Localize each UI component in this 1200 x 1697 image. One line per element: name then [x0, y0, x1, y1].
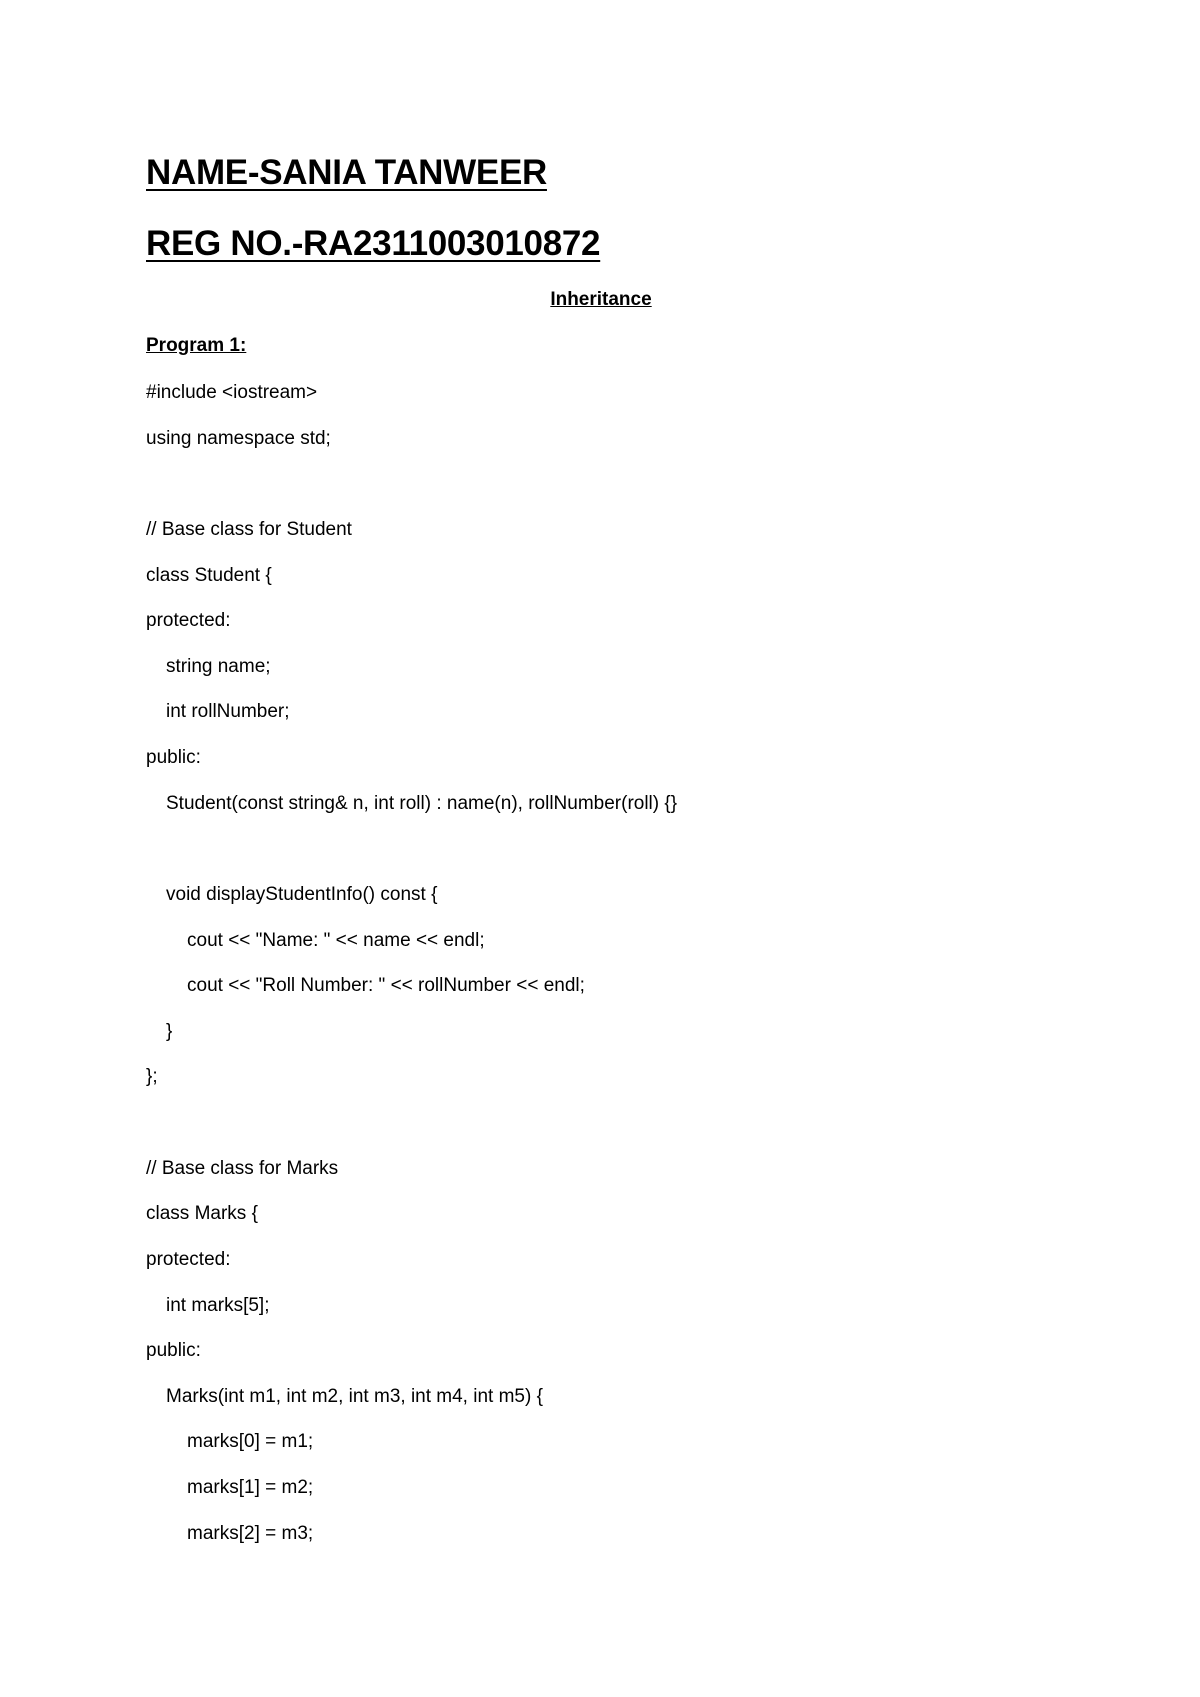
code-line: // Base class for Student [146, 519, 352, 540]
code-line: Marks(int m1, int m2, int m3, int m4, int m5) { [166, 1386, 543, 1407]
code-line: } [166, 1021, 173, 1042]
code-line: protected: [146, 1249, 231, 1270]
code-line: using namespace std; [146, 428, 331, 449]
code-line: marks[1] = m2; [187, 1477, 314, 1498]
code-line: class Student { [146, 565, 272, 586]
code-line: }; [146, 1066, 158, 1087]
section-title-wrapper [0, 289, 1200, 311]
code-line: int rollNumber; [166, 701, 290, 722]
code-line: protected: [146, 610, 231, 631]
code-line: class Marks { [146, 1203, 258, 1224]
code-line: void displayStudentInfo() const { [166, 884, 438, 905]
registration-number-heading: REG NO.-RA2311003010872 [146, 224, 601, 263]
code-line: public: [146, 747, 201, 768]
code-line: marks[0] = m1; [187, 1431, 314, 1452]
code-line: cout << "Roll Number: " << rollNumber << endl; [187, 975, 585, 996]
program-label: Program 1: [146, 335, 247, 356]
code-line: marks[2] = m3; [187, 1523, 314, 1544]
section-title: Inheritance [550, 289, 652, 310]
code-line: // Base class for Marks [146, 1158, 339, 1179]
code-line: public: [146, 1340, 201, 1361]
code-line: int marks[5]; [166, 1295, 270, 1316]
code-line: Student(const string& n, int roll) : name(n), rollNumber(roll) {} [166, 793, 678, 814]
code-line: string name; [166, 656, 271, 677]
code-line: #include <iostream> [146, 382, 318, 403]
code-line: cout << "Name: " << name << endl; [187, 930, 485, 951]
student-name-heading: NAME-SANIA TANWEER [146, 153, 547, 192]
